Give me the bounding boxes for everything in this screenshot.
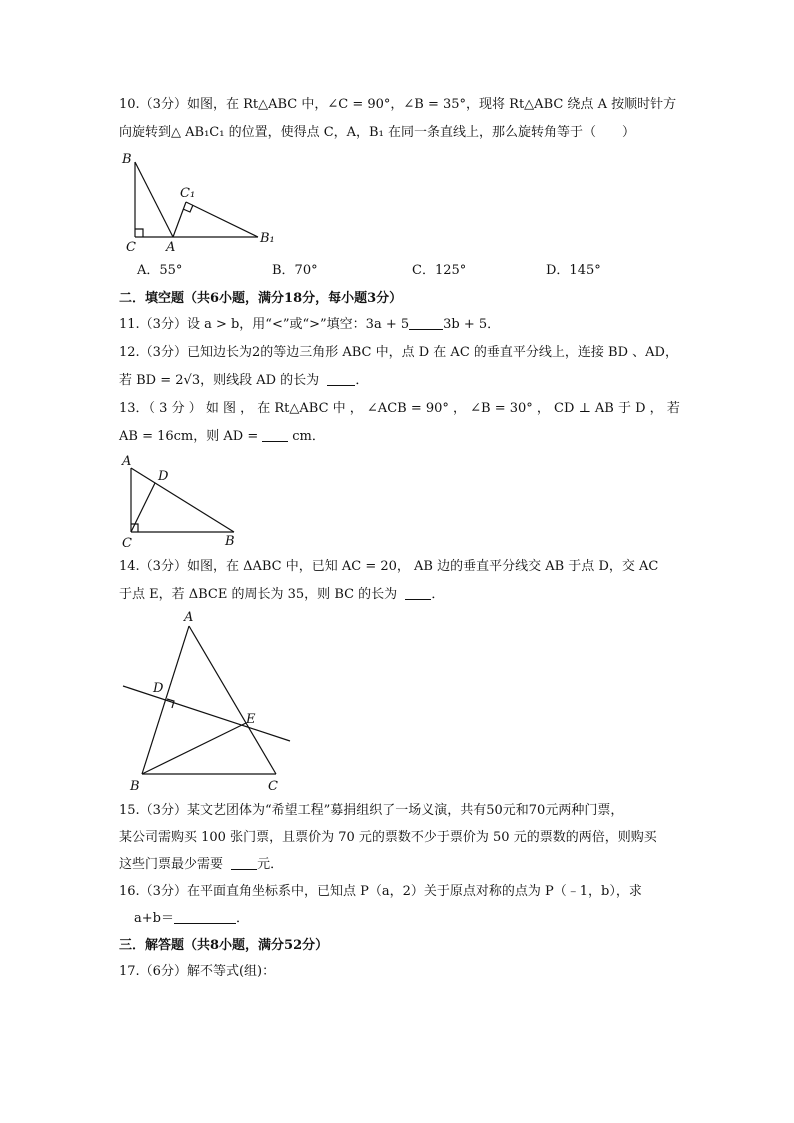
- q14-tail: ．: [431, 587, 445, 602]
- q15-line1: 15.（3分）某文艺团体为“希望工程”募捐组织了一场义演，共有50元和70元两种门票，: [119, 803, 624, 818]
- q12-tail: ．: [355, 373, 369, 388]
- q14-label-E: E: [246, 712, 256, 727]
- q13-line1: 13．（ 3 分 ） 如 图 ， 在 Rt△ABC 中 ， ∠ACB = 90° ， ∠B = 30° ， CD ⊥ AB 于 D ， 若: [119, 401, 680, 416]
- q12-line2: [119, 372, 368, 390]
- q10-label-C: C: [126, 240, 136, 255]
- q13-label-A: A: [122, 454, 132, 469]
- q11-line: [119, 316, 500, 334]
- q12-blank[interactable]: [327, 373, 355, 386]
- q14-text: 于点 E，若 ΔBCE 的周长为 35，则 BC 的长为: [119, 587, 398, 602]
- q16-line1: 16.（3分）在平面直角坐标系中，已知点 P（a，2）关于原点对称的点为 P（﹣1，b），求: [119, 884, 642, 899]
- q13-blank[interactable]: [262, 429, 288, 442]
- q14-figure: [118, 606, 298, 796]
- q10-option-b: B．70°: [272, 263, 318, 278]
- q14-label-D: D: [153, 681, 164, 696]
- q14-label-C: C: [268, 779, 278, 794]
- q13-label-D: D: [158, 469, 169, 484]
- q15-line3: [119, 856, 283, 874]
- q11-text: 11.（3分）设 a > b，用“<”或“>”填空：3a + 5: [119, 317, 410, 332]
- q14-line2: [119, 586, 444, 604]
- q10-label-B: B: [122, 152, 132, 167]
- q16-tail: ．: [235, 911, 249, 926]
- q13-line2: [119, 428, 325, 446]
- q15-line2: 某公司需购买 100 张门票，且票价为 70 元的票数不少于票价为 50 元的票数的两倍，则购买: [119, 830, 657, 845]
- q17-line: 17.（6分）解不等式(组)：: [119, 964, 276, 979]
- q10-option-c: C．125°: [412, 263, 467, 278]
- q16-line2: [134, 910, 249, 928]
- q10-label-B1: B₁: [260, 231, 275, 246]
- q11-blank[interactable]: [409, 317, 443, 330]
- q14-label-A: A: [184, 610, 194, 625]
- q10-label-C1: C₁: [180, 186, 196, 201]
- q16-blank[interactable]: [174, 911, 236, 924]
- q13-label-C: C: [122, 536, 132, 551]
- q10-line2: 向旋转到△ AB₁C₁ 的位置，使得点 C，A，B₁ 在同一条直线上，那么旋转角等于（ ）: [119, 125, 635, 140]
- q10-line1: 10.（3分）如图，在 Rt△ABC 中，∠C = 90°，∠B = 35°，现将 Rt△ABC 绕点 A 按顺时针方: [119, 97, 677, 112]
- section-2-heading: 二．填空题（共6小题，满分18分，每小题3分）: [119, 291, 403, 306]
- q12-line1: 12.（3分）已知边长为2的等边三角形 ABC 中，点 D 在 AC 的垂直平分线上，连接 BD 、AD，: [119, 345, 678, 360]
- q15-tail: 元．: [257, 857, 284, 872]
- q10-figure: [118, 150, 278, 255]
- q16-text: a+b＝: [134, 911, 174, 926]
- q10-label-A: A: [166, 240, 176, 255]
- q12-text: 若 BD = 2√3，则线段 AD 的长为: [119, 373, 320, 388]
- q11-tail: 3b + 5．: [443, 317, 501, 332]
- q13-figure: [118, 452, 248, 551]
- q14-label-B: B: [130, 779, 140, 794]
- q13-text: AB = 16cm，则 AD =: [119, 429, 259, 444]
- q14-blank[interactable]: [405, 587, 431, 600]
- q10-option-d: D．145°: [546, 263, 601, 278]
- q15-blank[interactable]: [231, 857, 257, 870]
- section-3-heading: 三．解答题（共8小题，满分52分）: [119, 938, 329, 953]
- q15-text: 这些门票最少需要: [119, 857, 224, 872]
- q14-line1: 14.（3分）如图，在 ΔABC 中，已知 AC = 20， AB 边的垂直平分线交 AB 于点 D，交 AC: [119, 559, 659, 574]
- q10-option-a: A．55°: [137, 263, 183, 278]
- q13-tail: cm．: [292, 429, 325, 444]
- q13-label-B: B: [225, 534, 235, 549]
